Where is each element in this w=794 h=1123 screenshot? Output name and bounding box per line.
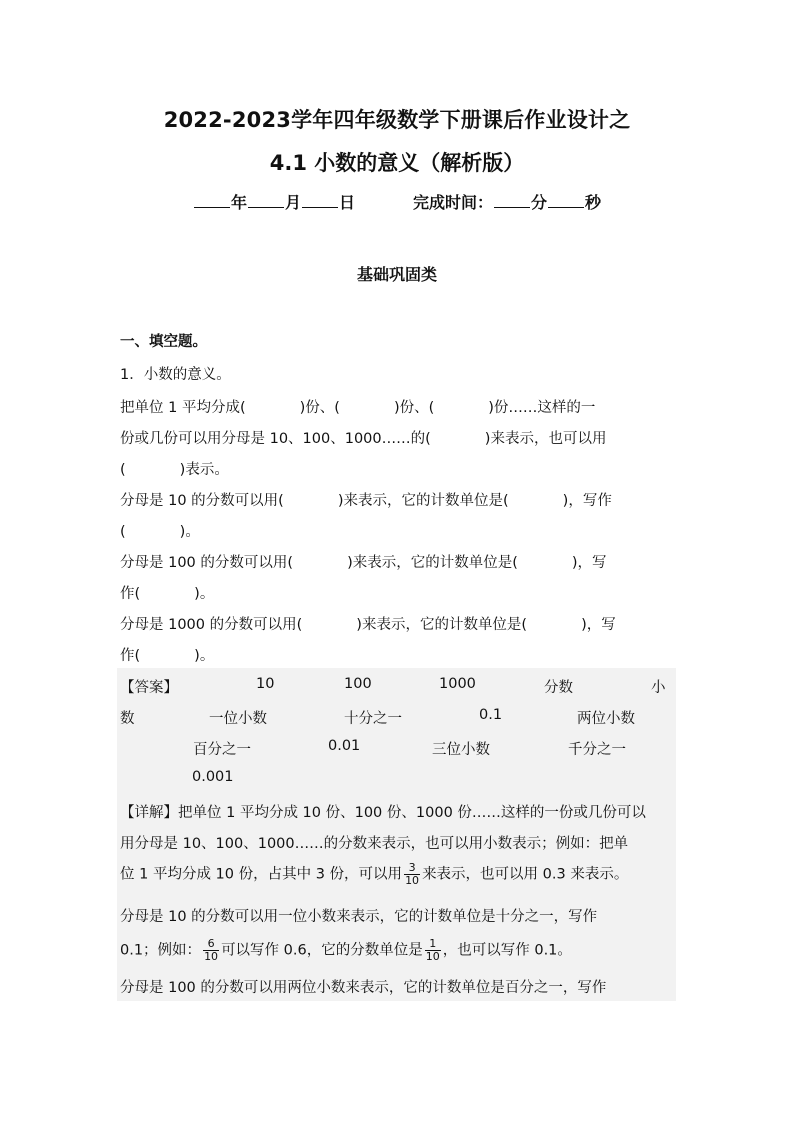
fraction: $\frac{6}{10}$ (204, 937, 219, 963)
second-label: 秒 (585, 193, 602, 212)
explanation-label: 【详解】 (120, 805, 178, 821)
date-time-line (0, 190, 794, 213)
question-line: 分母是 100 的分数可以用( )来表示，它的计数单位是( )，写 (120, 555, 607, 571)
explanation-line: 位 1 平均分成 10 份，占其中 3 份，可以用 $\frac{3}{10}$ 来表示，也可以用 0.3 来表示。 (120, 861, 629, 887)
month-label: 月 (284, 193, 301, 212)
question-line: 作( )。 (120, 586, 215, 602)
section-title: 基础巩固类 (356, 265, 437, 284)
question-line: 份或几份可以用分母是 10、100、1000……的( )来表示，也可以用 (120, 431, 607, 447)
answer-item: 数 (120, 711, 135, 727)
answer-item: 1000 (439, 676, 476, 692)
fraction: $\frac{3}{10}$ (405, 861, 420, 887)
question-line: 分母是 1000 的分数可以用( )来表示，它的计数单位是( )，写 (120, 617, 616, 633)
answer-item: 千分之一 (568, 742, 626, 758)
answer-item: 百分之一 (193, 742, 251, 758)
explanation-line: 【详解】把单位 1 平均分成 10 份、100 份、1000 份……这样的一份或几份可以 (120, 805, 646, 821)
answer-item: 100 (344, 676, 372, 692)
question-line: 把单位 1 平均分成( )份、( )份、( )份……这样的一 (120, 400, 596, 416)
day-label: 日 (338, 193, 355, 212)
year-label: 年 (230, 193, 247, 212)
part-heading: 一、填空题。 (120, 334, 207, 350)
explanation-line: 0.1；例如： $\frac{6}{10}$ 可以写作 0.6，它的分数单位是 $\frac{1}{10}$ ，也可以写作 0.1。 (120, 937, 572, 963)
explanation-line: 用分母是 10、100、1000……的分数来表示，也可以用小数表示；例如：把单 (120, 836, 629, 852)
answer-item: 两位小数 (577, 711, 635, 727)
question-title: 1．小数的意义。 (120, 367, 231, 383)
answer-item: 0.01 (328, 738, 361, 754)
answer-item: 0.001 (192, 769, 234, 785)
answer-item: 三位小数 (432, 742, 490, 758)
doc-title: 2022-2023学年四年级数学下册课后作业设计之 (163, 108, 631, 132)
answer-label: 【答案】 (120, 680, 178, 696)
time-label: 完成时间： (413, 193, 494, 212)
question-line: ( )。 (120, 524, 200, 540)
fraction: $\frac{1}{10}$ (425, 937, 440, 963)
answer-item: 小 (651, 680, 666, 696)
minute-blank (494, 193, 530, 208)
question-line: 作( )。 (120, 648, 215, 664)
answer-item: 0.1 (479, 707, 503, 723)
explanation-line: 分母是 100 的分数可以用两位小数来表示，它的计数单位是百分之一，写作 (120, 980, 607, 996)
answer-item: 10 (256, 676, 275, 692)
answer-item: 分数 (544, 680, 573, 696)
answer-item: 一位小数 (209, 711, 267, 727)
answer-item: 十分之一 (344, 711, 402, 727)
question-line: 分母是 10 的分数可以用( )来表示，它的计数单位是( )，写作 (120, 493, 612, 509)
day-blank (302, 193, 338, 208)
month-blank (248, 193, 284, 208)
doc-subtitle: 4.1 小数的意义（解析版） (269, 151, 525, 175)
question-line: ( )表示。 (120, 462, 229, 478)
explanation-line: 分母是 10 的分数可以用一位小数来表示，它的计数单位是十分之一，写作 (120, 909, 598, 925)
minute-label: 分 (531, 193, 548, 212)
year-blank (194, 193, 230, 208)
second-blank (548, 193, 584, 208)
